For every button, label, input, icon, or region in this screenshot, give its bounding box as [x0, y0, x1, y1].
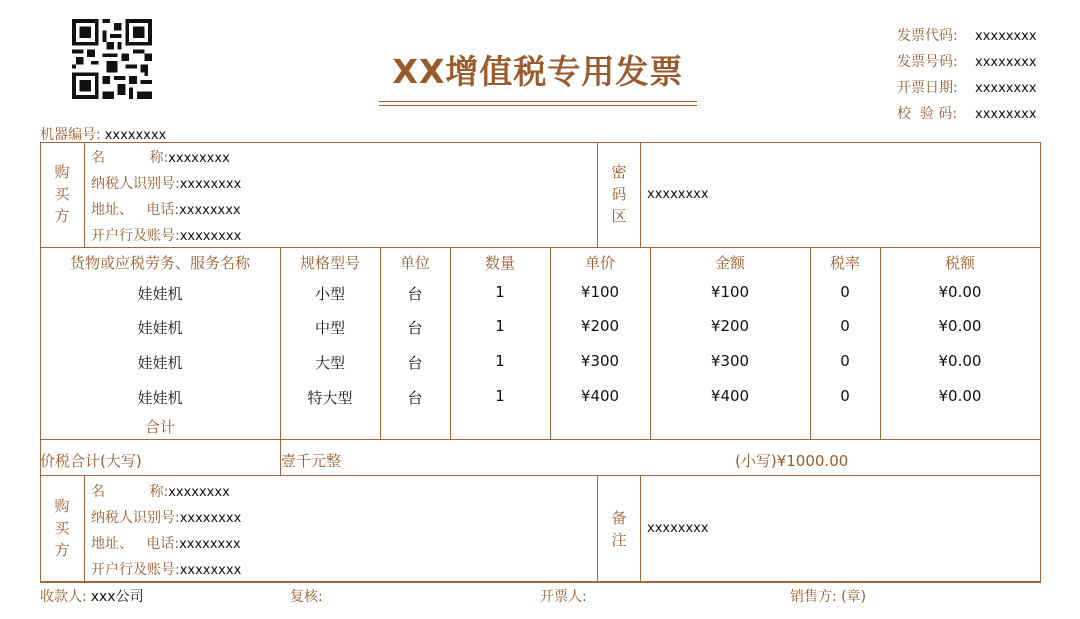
header-qty: 数量	[484, 254, 515, 272]
grid-line	[40, 581, 1041, 583]
seller-taxid-row: 纳税人识别号:xxxxxxxx	[91, 510, 242, 526]
grid-line	[640, 475, 641, 581]
cell-tax-rate: 0	[840, 283, 850, 301]
cell-amount: ¥200	[710, 317, 750, 335]
cell-price: ¥100	[580, 283, 620, 301]
meta-invoice-number: 发票号码: xxxxxxxx	[897, 54, 1037, 70]
cell-qty: 1	[495, 387, 505, 405]
reviewer: 复核:	[290, 589, 323, 605]
grand-total-lower: (小写)¥1000.00	[735, 452, 849, 470]
grid-line	[84, 142, 85, 247]
grid-line	[40, 142, 1041, 143]
grid-line	[40, 247, 1041, 248]
seller-stamp: 销售方: (章)	[790, 589, 867, 605]
cell-price: ¥200	[580, 317, 620, 335]
cell-qty: 1	[495, 283, 505, 301]
cell-tax: ¥0.00	[938, 317, 982, 335]
password-side-label: 密 码 区	[611, 163, 627, 225]
header-unit: 单位	[399, 254, 430, 272]
grid-line	[450, 247, 451, 439]
cell-amount: ¥100	[710, 283, 750, 301]
issuer: 开票人:	[540, 589, 587, 605]
grid-line	[40, 439, 1041, 440]
cell-qty: 1	[495, 352, 505, 370]
title-underline-top	[379, 101, 697, 102]
grand-total-label: 价税合计(大写)	[40, 452, 142, 470]
header-price: 单价	[584, 254, 615, 272]
grid-line	[640, 142, 641, 247]
grid-line	[880, 247, 881, 439]
cell-tax: ¥0.00	[938, 387, 982, 405]
cell-tax-rate: 0	[840, 317, 850, 335]
grid-line	[380, 247, 381, 439]
grid-line	[597, 475, 598, 581]
payee: 收款人: xxx公司	[40, 589, 144, 605]
buyer-name-row: 名 称:xxxxxxxx	[91, 150, 230, 166]
cell-price: ¥300	[580, 352, 620, 370]
meta-invoice-code: 发票代码: xxxxxxxx	[897, 28, 1037, 44]
header-spec: 规格型号	[299, 254, 360, 272]
cell-spec: 中型	[314, 319, 345, 337]
remark-side-label: 备 注	[611, 509, 627, 549]
header-tax: 税额	[944, 254, 975, 272]
seller-bank-row: 开户行及账号:xxxxxxxx	[91, 562, 242, 578]
grid-line	[597, 142, 598, 247]
grid-line	[40, 475, 1041, 476]
seller-name-row: 名 称:xxxxxxxx	[91, 484, 230, 500]
cell-tax-rate: 0	[840, 387, 850, 405]
grand-total-upper: 壹千元整	[281, 452, 342, 470]
cell-unit: 台	[407, 285, 423, 303]
cell-amount: ¥400	[710, 387, 750, 405]
cell-spec: 特大型	[307, 389, 353, 407]
cell-unit: 台	[407, 354, 423, 372]
cell-spec: 小型	[314, 285, 345, 303]
cell-goods: 娃娃机	[137, 354, 183, 372]
cell-goods: 娃娃机	[137, 389, 183, 407]
header-amount: 金额	[714, 254, 745, 272]
title-underline-bottom	[379, 105, 697, 106]
grid-line	[84, 475, 85, 581]
cell-qty: 1	[495, 317, 505, 335]
cell-tax: ¥0.00	[938, 283, 982, 301]
total-label: 合计	[144, 418, 175, 436]
password-value: xxxxxxxx	[647, 187, 709, 202]
cell-goods: 娃娃机	[137, 319, 183, 337]
remark-value: xxxxxxxx	[647, 521, 709, 536]
cell-goods: 娃娃机	[137, 285, 183, 303]
cell-unit: 台	[407, 389, 423, 407]
cell-unit: 台	[407, 319, 423, 337]
buyer-side-label: 购 买 方	[54, 163, 70, 225]
buyer-address-row: 地址、 电话:xxxxxxxx	[91, 202, 241, 218]
header-goods: 货物或应税劳务、服务名称	[69, 254, 250, 272]
grid-line	[1040, 142, 1041, 581]
grid-line	[550, 247, 551, 439]
seller-side-label: 购 买 方	[54, 497, 70, 559]
buyer-bank-row: 开户行及账号:xxxxxxxx	[91, 228, 242, 244]
cell-price: ¥400	[580, 387, 620, 405]
cell-spec: 大型	[314, 354, 345, 372]
machine-number: 机器编号: xxxxxxxx	[40, 127, 167, 143]
seller-address-row: 地址、 电话:xxxxxxxx	[91, 536, 241, 552]
invoice-title: XX增值税专用发票	[392, 52, 684, 91]
cell-tax: ¥0.00	[938, 352, 982, 370]
meta-issue-date: 开票日期: xxxxxxxx	[897, 80, 1037, 96]
grid-line	[650, 247, 651, 439]
cell-amount: ¥300	[710, 352, 750, 370]
cell-tax-rate: 0	[840, 352, 850, 370]
grid-line	[810, 247, 811, 439]
buyer-taxid-row: 纳税人识别号:xxxxxxxx	[91, 176, 242, 192]
qr-code-icon	[72, 19, 152, 99]
header-tax-rate: 税率	[829, 254, 860, 272]
meta-check-code: 校 验 码: xxxxxxxx	[897, 106, 1037, 122]
